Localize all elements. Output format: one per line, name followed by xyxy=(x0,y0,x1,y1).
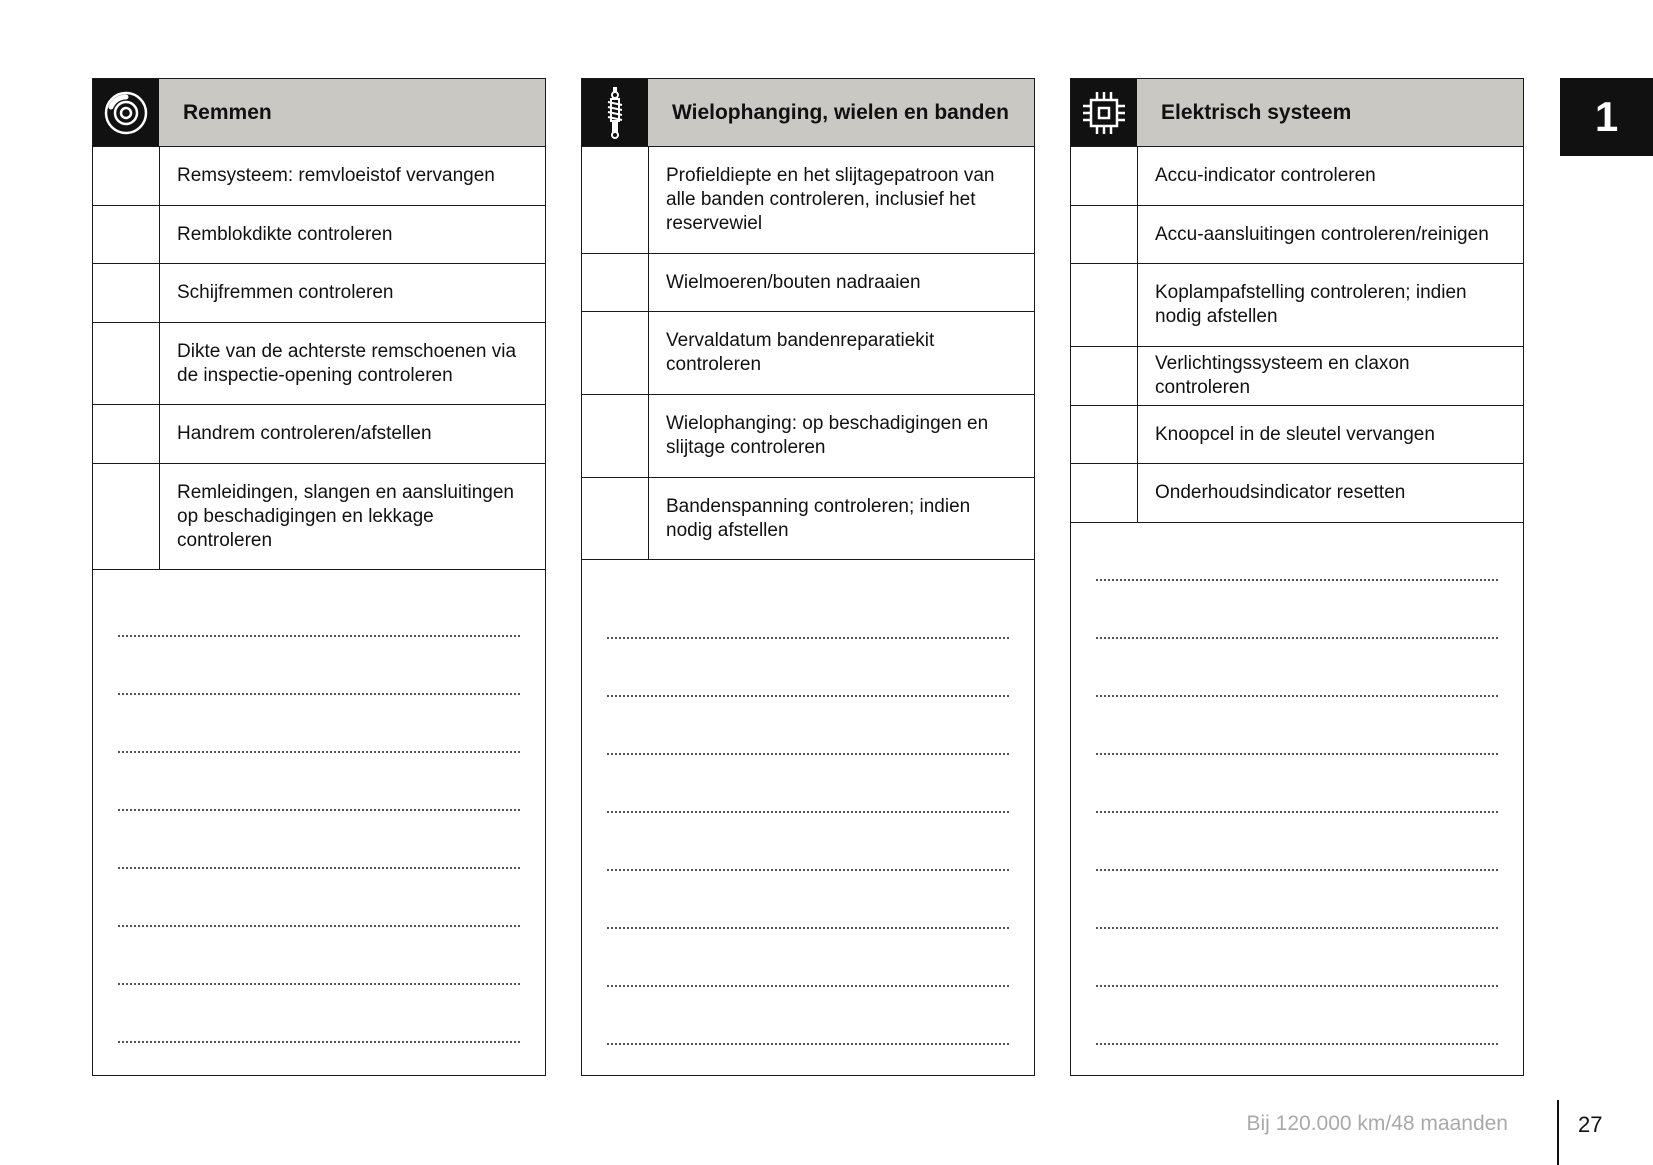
checklist-label: Verlichtingssysteem en claxon controleren xyxy=(1155,353,1410,398)
checklist-label: Handrem controleren/afstellen xyxy=(177,423,432,444)
notes-area[interactable] xyxy=(93,570,545,1043)
checkbox[interactable] xyxy=(93,464,160,569)
checklist-row xyxy=(93,147,545,206)
panel-elektrisch xyxy=(1070,78,1524,1076)
checklist-row xyxy=(93,405,545,464)
shock-absorber-icon xyxy=(582,79,648,146)
note-line xyxy=(118,637,520,695)
note-line xyxy=(607,871,1009,929)
note-line xyxy=(1096,987,1498,1045)
note-line xyxy=(118,811,520,869)
checkbox[interactable] xyxy=(582,478,649,559)
checkbox[interactable] xyxy=(93,264,160,322)
checklist-row xyxy=(582,312,1034,395)
checklist-row xyxy=(1071,464,1523,523)
note-line xyxy=(607,697,1009,755)
checklist-row xyxy=(93,264,545,323)
checklist-row xyxy=(1071,406,1523,464)
checkbox[interactable] xyxy=(1071,464,1138,522)
note-line xyxy=(607,755,1009,813)
note-line xyxy=(118,869,520,927)
checkbox[interactable] xyxy=(93,323,160,404)
checklist-row xyxy=(1071,147,1523,206)
checklist-row xyxy=(93,323,545,405)
note-line xyxy=(607,639,1009,697)
checkbox[interactable] xyxy=(1071,206,1138,263)
panel-title: Remmen xyxy=(159,79,545,146)
checklist-label: Dikte van de achterste remschoenen via de inspectie-opening controleren xyxy=(177,340,517,386)
panel-title: Elektrisch systeem xyxy=(1137,79,1523,146)
footer-caption: Bij 120.000 km/48 maanden xyxy=(1246,1112,1508,1135)
panel-header xyxy=(93,79,545,147)
note-line xyxy=(607,929,1009,987)
checkbox[interactable] xyxy=(1071,147,1138,205)
chapter-tab: 1 xyxy=(1560,78,1653,156)
checklist-row xyxy=(582,254,1034,312)
checklist-label: Remsysteem: remvloeistof vervangen xyxy=(177,165,495,186)
panel-remmen xyxy=(92,78,546,1076)
checklist-row xyxy=(93,464,545,570)
panel-header xyxy=(1071,79,1523,147)
checklist-label: Vervaldatum bandenreparatiekit controleren xyxy=(666,330,935,375)
checklist-row xyxy=(582,478,1034,560)
checklist-label: Schijfremmen controleren xyxy=(177,282,394,303)
note-line xyxy=(1096,581,1498,639)
checklist-row xyxy=(1071,347,1523,406)
notes-area[interactable] xyxy=(1071,523,1523,1045)
page-number: 27 xyxy=(1578,1112,1603,1137)
note-line xyxy=(118,695,520,753)
checklist-row xyxy=(582,147,1034,254)
checklist-label: Profieldiepte en het slijtagepatroon van alle banden controleren, inclusief het reservewiel xyxy=(666,165,995,234)
note-line xyxy=(607,581,1009,639)
checklist-label: Remleidingen, slangen en aansluitingen op beschadigingen en lekkage controleren xyxy=(177,481,514,551)
chip-icon xyxy=(1071,79,1137,146)
note-line xyxy=(118,579,520,637)
checkbox[interactable] xyxy=(1071,406,1138,463)
note-line xyxy=(1096,929,1498,987)
checkbox[interactable] xyxy=(582,254,649,311)
checklist-row xyxy=(93,206,545,264)
checkbox[interactable] xyxy=(93,147,160,205)
checklist-label: Koplampafstelling controleren; indien nodig afstellen xyxy=(1155,282,1467,327)
checklist-row xyxy=(582,395,1034,478)
footer-divider xyxy=(1557,1100,1559,1165)
checkbox[interactable] xyxy=(93,405,160,463)
notes-area[interactable] xyxy=(582,560,1034,1045)
panel-title: Wielophanging, wielen en banden xyxy=(648,79,1034,146)
checkbox[interactable] xyxy=(582,395,649,477)
checkbox[interactable] xyxy=(582,312,649,394)
checklist-label: Wielmoeren/bouten nadraaien xyxy=(666,271,921,293)
checklist-label: Wielophanging: op beschadigingen en slijtage controleren xyxy=(666,413,989,458)
panel-wielophanging xyxy=(581,78,1035,1076)
note-line xyxy=(1096,813,1498,871)
checkbox[interactable] xyxy=(582,147,649,253)
note-line xyxy=(1096,523,1498,581)
checkbox[interactable] xyxy=(93,206,160,263)
checklist-label: Onderhoudsindicator resetten xyxy=(1155,482,1406,503)
checklist-label: Knoopcel in de sleutel vervangen xyxy=(1155,423,1435,445)
checklist-label: Accu-aansluitingen controleren/reinigen xyxy=(1155,223,1489,245)
note-line xyxy=(1096,697,1498,755)
note-line xyxy=(607,813,1009,871)
checklist-row xyxy=(1071,264,1523,347)
note-line xyxy=(607,987,1009,1045)
note-line xyxy=(1096,871,1498,929)
checkbox[interactable] xyxy=(1071,347,1138,405)
note-line xyxy=(1096,639,1498,697)
note-line xyxy=(1096,755,1498,813)
brake-disc-icon xyxy=(93,79,159,146)
panel-header xyxy=(582,79,1034,147)
checklist-label: Accu-indicator controleren xyxy=(1155,165,1376,186)
checkbox[interactable] xyxy=(1071,264,1138,346)
note-line xyxy=(118,753,520,811)
note-line xyxy=(118,985,520,1043)
note-line xyxy=(118,927,520,985)
checklist-label: Remblokdikte controleren xyxy=(177,223,393,245)
checklist-row xyxy=(1071,206,1523,264)
checklist-label: Bandenspanning controleren; indien nodig afstellen xyxy=(666,495,971,541)
